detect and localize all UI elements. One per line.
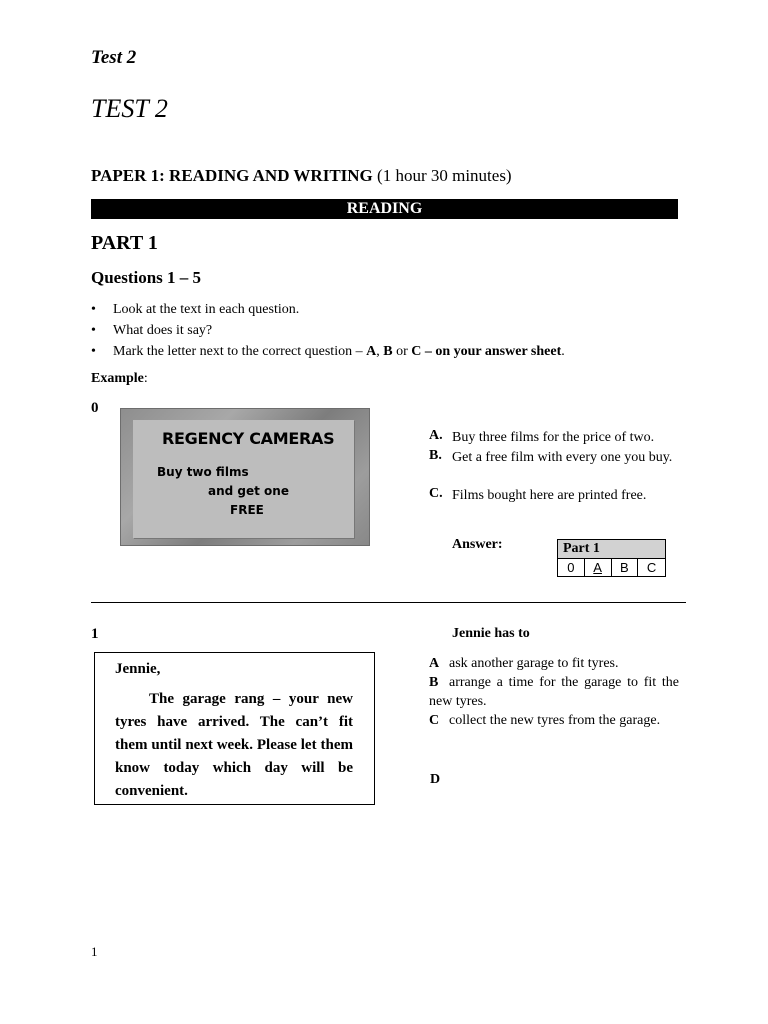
example-label-text: Example [91,371,144,386]
regency-cameras-sign [133,420,354,538]
instruction-item: • What does it say? [91,320,651,341]
option-letter: B [429,675,439,690]
sign-title: REGENCY CAMERAS [162,429,335,448]
sign-line: FREE [230,503,264,517]
sign-line: Buy two films [157,465,249,479]
paper-title: PAPER 1: READING AND WRITING [91,166,373,185]
option-text: Buy three films for the price of two. [452,430,655,445]
paper-heading [91,166,512,186]
instruction-letter-a: A [366,344,377,359]
part-title: PART 1 [91,232,158,254]
page-number: 1 [91,944,98,959]
test-title: TEST 2 [91,94,168,123]
answer-label: Answer: [452,537,503,552]
section-bar-reading: READING [91,199,678,219]
option-letter: C [429,713,440,728]
option-text: arrange a time for the garage to fit the new tyres. [429,675,679,709]
instruction-letter-b: B [383,344,393,359]
example-options [429,428,679,518]
answer-cell-b[interactable]: B [612,559,639,577]
answer-grid-header: Part 1 [558,540,665,559]
option-d: D [430,772,441,787]
message-note [94,652,375,805]
instruction-separator: , [376,344,384,359]
questions-range: Questions 1 – 5 [91,268,202,287]
question-prompt: Jennie has to [452,626,530,641]
answer-cell-number: 0 [558,559,585,577]
answer-grid-row [558,559,665,577]
option-text: ask another garage to fit tyres. [449,656,619,671]
option-letter: A [429,656,440,671]
option-letter: B. [429,448,442,463]
answer-grid [557,539,666,577]
option-letter: A. [429,428,443,443]
question-number: 1 [91,626,99,642]
instruction-or: or [392,344,412,359]
example-label [91,371,148,387]
answer-cell-a[interactable]: A [585,559,612,577]
note-greeting: Jennie, [115,661,161,677]
option-text: collect the new tyres from the garage. [449,713,661,728]
paper-duration: (1 hour 30 minutes) [377,166,512,185]
running-head: Test 2 [91,47,137,68]
option-b [429,673,679,711]
instruction-text: Mark the letter next to the correct question – [113,344,367,359]
instructions-list [91,299,651,362]
option-c [429,711,679,730]
option-a [429,654,679,673]
option-text: Get a free film with every one you buy. [452,450,673,465]
note-body: The garage rang – your new tyres have arrived. The can’t fit them until next week. Please let them know today which day will be convenient. [115,691,353,799]
example-number: 0 [91,400,99,416]
option-letter: C. [429,486,443,501]
instruction-item [91,341,651,362]
example-label-colon: : [143,371,148,386]
section-divider [91,602,686,603]
sign-line: and get one [208,484,289,498]
option-text: Films bought here are printed free. [452,488,647,503]
question-options [429,654,679,730]
instruction-letter-c: C [411,344,422,359]
instruction-item: • Look at the text in each question. [91,299,651,320]
instruction-end: . [561,344,565,359]
instruction-answer-sheet: – on your answer sheet [421,344,562,359]
answer-cell-c[interactable]: C [646,560,657,575]
sign-photo [120,408,370,546]
